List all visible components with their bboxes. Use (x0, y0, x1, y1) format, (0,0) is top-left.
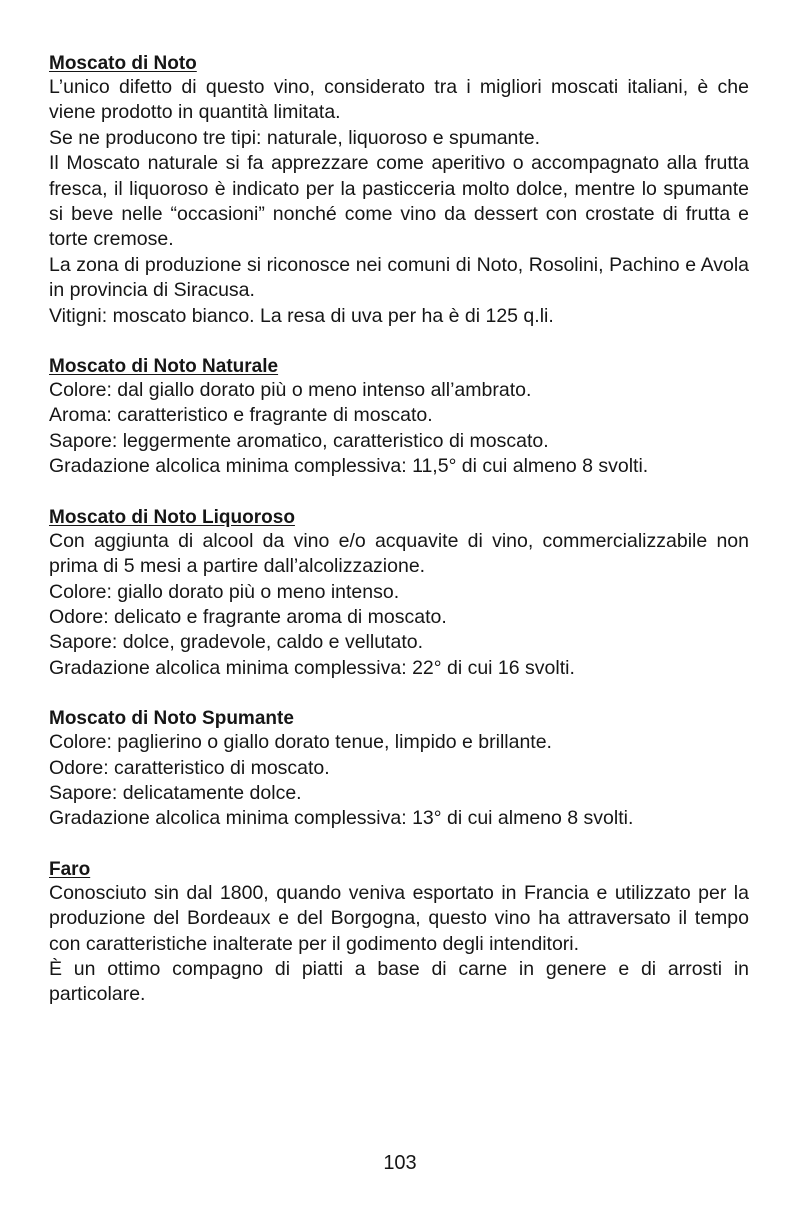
colore-line: Colore: giallo dorato più o meno intenso. (49, 580, 400, 603)
section-faro (49, 858, 749, 1008)
section-moscato-spumante (49, 707, 749, 832)
gradazione-line: Gradazione alcolica minima complessiva: 11,5° di cui almeno 8 svolti. (49, 455, 649, 478)
page-content (49, 52, 749, 1034)
section-title: Moscato di Noto Liquoroso (49, 506, 295, 528)
paragraph: L’unico difetto di questo vino, considerato tra i migliori moscati italiani, è che viene prodotto in quantità limitata. (49, 76, 749, 124)
aroma-line: Aroma: caratteristico e fragrante di moscato. (49, 404, 433, 427)
page-number: 103 (383, 1152, 417, 1174)
gradazione-line: Gradazione alcolica minima complessiva: 13° di cui almeno 8 svolti. (49, 807, 634, 830)
section-title: Faro (49, 858, 91, 880)
sapore-line: Sapore: delicatamente dolce. (49, 781, 302, 804)
paragraph: Conosciuto sin dal 1800, quando veniva esportato in Francia e utilizzato per la produzione del Bordeaux e del Borgogna, questo vino ha attraversato il tempo con caratteristiche inalterate per il godimento degli intenditori. (49, 881, 749, 955)
paragraph: Vitigni: moscato bianco. La resa di uva per ha è di 125 q.li. (49, 304, 554, 327)
paragraph: Con aggiunta di alcool da vino e/o acquavite di vino, commercializzabile non prima di 5 mesi a partire dall’alcolizzazione. (49, 529, 749, 578)
paragraph: Il Moscato naturale si fa apprezzare come aperitivo o accompagnato alla frutta fresca, il liquoroso è indicato per la pasticceria molto dolce, mentre lo spumante si beve nelle “occasioni” nonché come vino da dessert con crostate di frutta e torte cremose. (49, 152, 749, 251)
odore-line: Odore: caratteristico di moscato. (49, 756, 330, 779)
section-title: Moscato di Noto Naturale (49, 356, 279, 378)
colore-line: Colore: dal giallo dorato più o meno intenso all’ambrato. (49, 379, 532, 402)
paragraph: È un ottimo compagno di piatti a base di carne in genere e di arrosti in particolare. (49, 957, 749, 1006)
paragraph: La zona di produzione si riconosce nei comuni di Noto, Rosolini, Pachino e Avola in provincia di Siracusa. (49, 253, 749, 302)
section-title: Moscato di Noto (49, 53, 197, 74)
section-moscato-di-noto (49, 52, 749, 329)
section-moscato-liquoroso (49, 506, 749, 681)
gradazione-line: Gradazione alcolica minima complessiva: 22° di cui 16 svolti. (49, 656, 575, 679)
sapore-line: Sapore: leggermente aromatico, caratteristico di moscato. (49, 429, 549, 452)
odore-line: Odore: delicato e fragrante aroma di moscato. (49, 605, 447, 628)
paragraph: Se ne producono tre tipi: naturale, liquoroso e spumante. (49, 126, 541, 149)
sapore-line: Sapore: dolce, gradevole, caldo e vellutato. (49, 631, 423, 654)
section-moscato-naturale (49, 355, 749, 480)
section-title: Moscato di Noto Spumante (49, 708, 294, 730)
colore-line: Colore: paglierino o giallo dorato tenue, limpido e brillante. (49, 731, 552, 754)
